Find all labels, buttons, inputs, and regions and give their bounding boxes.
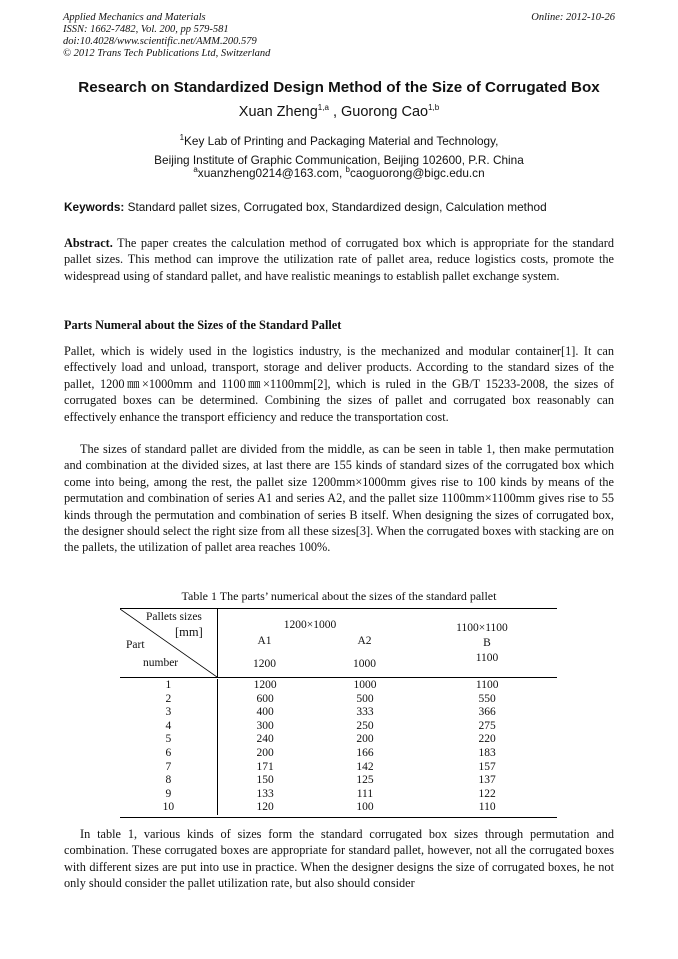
col-a2: A2 [357,635,372,647]
authors [0,103,678,120]
affiliation [0,128,678,170]
a2-value: 333 [356,706,374,719]
table-body [120,678,557,818]
a1-value: 150 [256,774,274,787]
part-number: 3 [120,706,218,720]
a1-value: 171 [256,760,274,773]
group-1100x1100: 1100×1100 [456,622,508,634]
a2-value: 500 [356,692,374,705]
keywords [64,200,547,214]
b-value: 157 [478,760,496,773]
b-value: 550 [478,692,496,705]
a1-value: 300 [256,719,274,732]
table-row [120,693,557,707]
table-row [120,706,557,720]
a2-value: 142 [356,760,374,773]
part-number: 6 [120,747,218,761]
base-b: 1100 [475,652,499,664]
col-b: B [483,637,491,649]
author-name: Guorong Cao [341,103,429,120]
table-row [120,788,557,802]
author-sup: 1,b [428,103,440,112]
doi: doi:10.4028/www.scientific.net/AMM.200.579 [63,36,257,47]
journal-header [63,12,270,60]
emails [0,165,678,180]
corner-pallets-sizes: Pallets sizes [146,611,202,623]
b-value: 220 [478,733,496,746]
keywords-label: Keywords: [64,200,125,214]
email-a: xuanzheng0214@163.com, [197,165,346,180]
journal-name: Applied Mechanics and Materials [63,12,206,23]
pallet-table [120,608,557,818]
part-number: 5 [120,733,218,747]
table-row [120,733,557,747]
group-1200x1000: 1200×1000 [283,619,337,631]
part-number: 2 [120,693,218,707]
table-row [120,761,557,775]
a2-value: 250 [356,719,374,732]
table-row [120,801,557,815]
email-sup: b [345,165,350,174]
a2-value: 100 [356,801,374,814]
a1-value: 200 [256,746,274,759]
author-sup: 1,a [317,103,329,112]
corner-number: number [143,657,179,669]
part-number: 10 [120,801,218,815]
a2-value: 1000 [353,679,377,691]
b-value: 137 [478,774,496,787]
a1-value: 600 [256,692,274,705]
copyright: © 2012 Trans Tech Publications Ltd, Switzerland [63,48,271,59]
table-row [120,747,557,761]
affiliation-line: Beijing Institute of Graphic Communication, Beijing 102600, P.R. China [154,152,524,167]
part-number: 7 [120,761,218,775]
table-header [120,608,557,678]
a2-value: 125 [356,774,374,787]
paper-title: Research on Standardized Design Method of the Size of Corrugated Box [78,79,600,96]
b-value: 275 [478,719,496,732]
email-sup: a [193,165,198,174]
abstract-label: Abstract. [64,236,113,250]
b-value: 1100 [475,679,499,691]
affiliation-sup: 1 [179,133,185,142]
table-row [120,679,557,693]
b-value: 110 [478,801,496,814]
part-number: 8 [120,774,218,788]
online-date: Online: 2012-10-26 [531,12,615,23]
a2-value: 111 [356,787,374,800]
part-number: 4 [120,720,218,734]
issn: ISSN: 1662-7482, Vol. 200, pp 579-581 [63,24,229,35]
table-row [120,720,557,734]
part-number: 9 [120,788,218,802]
b-value: 183 [478,746,496,759]
a2-value: 200 [356,733,374,746]
a1-value: 240 [256,733,274,746]
paragraph: Pallet, which is widely used in the logistics industry, is the mechanized and modular container[1]. It can effectively load and unload, transport, storage and deliver products. According to the standard sizes of the pallet, 1200㎜×1000mm and 1100㎜×1100mm[2], which is ruled in the GB/T 15233-2008, the sizes of corrugated boxes can be determined. Combining the sizes of pallet and corrugated box reasonably can effectively enhance the transport efficiency and reduce the transportation cost. [64,344,614,424]
a1-value: 120 [256,801,274,814]
section-heading: Parts Numeral about the Sizes of the Standard Pallet [64,318,342,332]
a1-value: 133 [256,787,274,800]
table-row [120,774,557,788]
b-value: 122 [478,787,496,800]
abstract [64,235,614,284]
email-b: caoguorong@bigc.edu.cn [350,165,485,180]
author-name: Xuan Zheng [238,103,318,120]
corner-unit: [mm] [175,625,203,639]
a1-value: 400 [256,706,274,719]
author-separator: , [328,103,342,120]
part-number: 1 [120,679,218,693]
table-caption: Table 1 The parts’ numerical about the sizes of the standard pallet [181,589,497,603]
col-a1: A1 [257,635,272,647]
a1-value: 1200 [253,679,277,691]
b-value: 366 [478,706,496,719]
corner-part: Part [126,639,145,651]
base-a2: 1000 [353,658,376,670]
affiliation-line: Key Lab of Printing and Packaging Material and Technology, [184,133,499,148]
base-a1: 1200 [253,658,276,670]
keywords-text: Standard pallet sizes, Corrugated box, Standardized design, Calculation method [124,200,547,214]
paragraph: In table 1, various kinds of sizes form the standard corrugated box sizes through permutation and combination. These corrugated boxes are appropriate for standard pallet, however, not all the corrugated boxes with different sizes are put into use in practice. When the designer designs the size of corrugated boxes, he not only should consider the pallet utilization rate, but also should consider [64,827,614,891]
abstract-text: The paper creates the calculation method of corrugated box which is appropriate for the standard pallet sizes. This method can improve the utilization rate of pallet area, reduce logistics costs, promote the widespread using of standard pallet, and have realistic meanings to establish pallet exchange system. [64,236,614,283]
paragraph: The sizes of standard pallet are divided from the middle, as can be seen in table 1, then make permutation and combination at the divided sizes, at last there are 155 kinds of standard sizes of the corrugated box which come into being, among the rest, the pallet size 1200mm×1000mm gives rise to 100 kinds by means of the permutation and combination of series A1 and series A2, and the pallet size 1100mm×1100mm gives rise to 55 kinds through the permutation and combination of series B itself. When designing the sizes of corrugated box, the designer should select the right size from all these sizes[3]. When the corrugated boxes with stacking are on the pallets, the utilization of pallet area reaches 100%. [64,442,614,555]
a2-value: 166 [356,746,374,759]
